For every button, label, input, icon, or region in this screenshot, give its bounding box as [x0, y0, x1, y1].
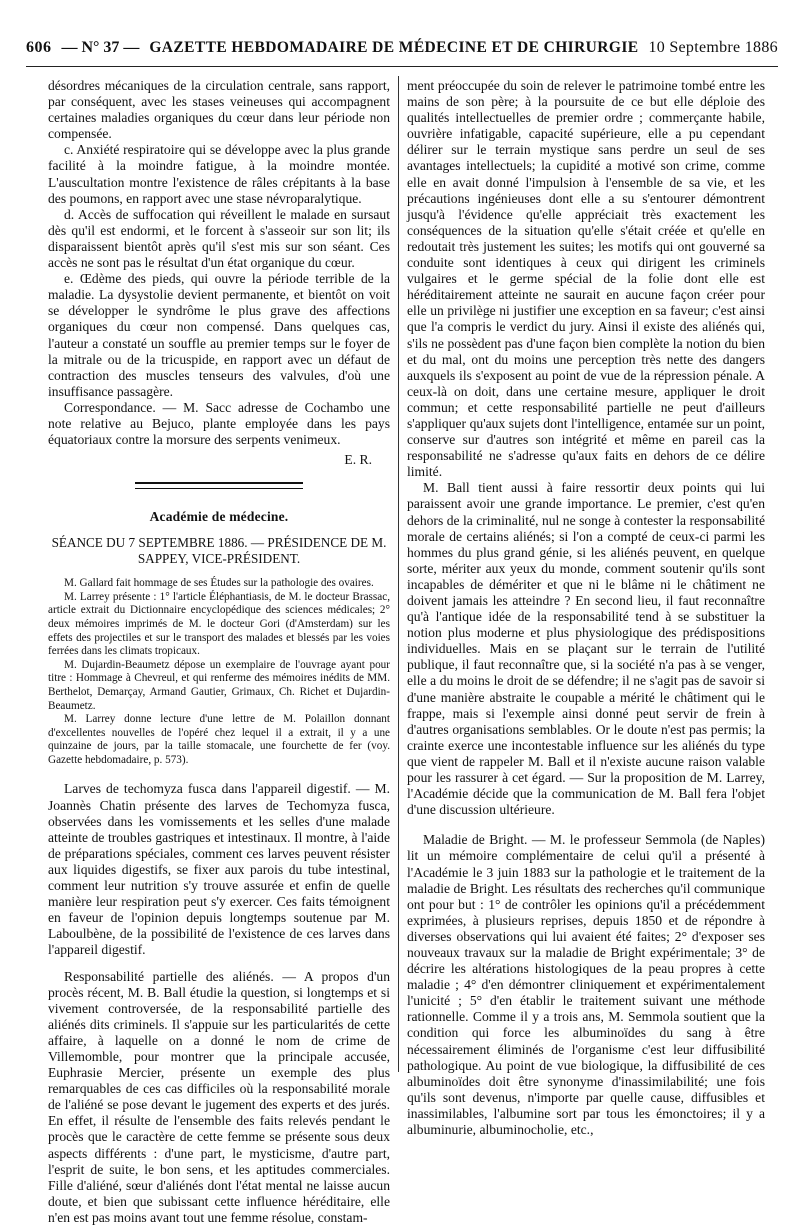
section-title: Académie de médecine.: [48, 509, 390, 525]
paragraph: M. Ball tient aussi à faire ressortir deux points qui lui paraissent avoir une grande importance. Le premier, c'est qu'en dehors de la criminalité, nul ne songe à contester la responsabilité morale de certains aliénés; si l'on a compté de ceux-ci parmi les hommes du plus grand génie, si les aliénés peuvent, en quelque sorte, mériter aux yeux du monde, comment soutenir qu'ils sont incapables de démériter et que ni le blâme ni le châtiment ne doivent jamais les atteindre ? En second lieu, il faut reconnaître qu'à l'antique idée de la responsabilité tend à se substituer la notion plus moderne et plus physiologique des prédispositions individuelles. Mais en se plaçant sur le terrain de l'utilité publique, il faut reconnaître que, si la société n'a pas à se venger, elle a du moins le droit de se défendre; il ne s'agit pas de savoir si d'une manière abstraite le coupable a mérité le châtiment qui le frappe, mais si l'exemple ainsi donné peut servir de frein à d'autres organisations semblables. Or le doute n'est pas permis; la crainte exerce une incontestable influence sur les aliénés du type que vient de rappeler M. Ball et il n'existe aucune raison valable pour les rassurer à cet égard. — Sur la proposition de M. Larrey, l'Académie décide que la communication de M. Ball fera l'objet d'une discussion ultérieure.: [407, 480, 765, 818]
responsabilite-paragraph: Responsabilité partielle des aliénés. — A propos d'un procès récent, M. B. Ball étudie la question, si longtemps et si vivement controversée, de la responsabilité partielle des aliénés dits criminels. Il s'appuie sur les particularités de cette affaire, à laquelle on a donné le nom de crime de Villemomble, pour montrer que la principale accusée, Euphrasie Mercier, présente un exemple des plus remarquables de ces cas difficiles où la responsabilité morale de l'aliéné se pose devant le jugement des experts et des jurés. En effet, il résulte de l'ensemble des faits relevés pendant le procès que le caractère de cette femme se présente sous deux aspects différents : d'une part, le mysticisme, d'autre part, l'esprit de suite, le bon sens, et les aptitudes commerciales. Fille d'aliéné, sœur d'aliénés dont l'état mental ne laisse aucun doute, et bien que subissant cette influence héréditaire, elle n'en est pas moins avant tout une femme résolue, constam-: [48, 969, 390, 1226]
issue-date: 10 Septembre 1886: [648, 39, 778, 57]
paragraph: ment préoccupée du soin de relever le patrimoine tombé entre les mains de son père; à la poursuite de ce but elle déploie des qualités intellectuelles de premier ordre ; commerçante habile, ouvrière infatigable, capacité supérieure, elle a pu cependant délirer sur le terrain mystique sans perdre un seul de ses avantages intellectuels; la cupidité a motivé son crime, comme elle en avait donné l'impulsion à l'ensemble de sa vie, et les précautions ingénieuses dont elle a su s'entourer démontrent jusqu'à l'évidence qu'elle appréciait très exactement les conséquences de la situation qu'elle s'était créée et qu'elle en redoutait très justement les suites; les motifs qui ont gouverné sa conduite sont identiques à ceux qui dirigent les criminels vulgaires et le germe spécial de la folie dont elle est héréditairement atteinte ne saurait en aucune façon créer pour elle un privilège ni justifier une exception en sa faveur; c'est ainsi que l'a compris le verdict du jury. Ainsi il existe des aliénés qui, s'ils ne possèdent pas d'une façon bien complète la notion du bien et du mal, ont du moins une perception très nette des dangers auxquels ils s'exposent au point de vue de la répression pénale. A ceux-là on doit, dans une certaine mesure, appliquer le droit commun; et cette responsabilité partielle ne peut d'ailleurs s'appliquer qu'aux sujets dont l'intelligence, entamée sur un point, conserve sur d'autres son intégrité et même en pareil cas la responsabilité ne s'adresse qu'aux faits en dehors de ce délire limité.: [407, 78, 765, 480]
correspondance-paragraph: Correspondance. — M. Sacc adresse de Cochambo une note relative au Bejuco, plante employée dans les pays équatoriaux contre la morsure des serpents venimeux.: [48, 400, 390, 448]
journal-title: GAZETTE HEBDOMADAIRE DE MÉDECINE ET DE CHIRURGIE: [149, 39, 638, 57]
small-paragraph: M. Larrey présente : 1° l'article Éléphantiasis, de M. le docteur Brassac, article extrait du Dictionnaire encyclopédique des sciences médicales; 2° deux mémoires imprimés de M. le docteur Gori (d'Amsterdam) sur les effets des projectiles et sur le transport des malades et blessés par les voies ferrées dans les climats tropicaux.: [48, 591, 390, 659]
small-paragraph: M. Gallard fait hommage de ses Études sur la pathologie des ovaires.: [48, 577, 390, 591]
right-column: [407, 78, 765, 1070]
paragraph: d. Accès de suffocation qui réveillent le malade en sursaut dès qu'il est endormi, et le forcent à s'asseoir sur son lit; ils disparaissent bientôt après qu'il s'est mis sur son séant. Ces accès ne sont pas le résultat d'un état organique du cœur.: [48, 207, 390, 271]
section-divider: [135, 482, 303, 489]
small-paragraph: M. Dujardin-Beaumetz dépose un exemplaire de l'ouvrage ayant pour titre : Hommage à Chevreul, et qui renferme des mémoires inédits de MM. Berthelot, Demarçay, Armand Gautier, Grimaux, Ch. Richet et Dujardin-Beaumetz.: [48, 659, 390, 713]
signature: E. R.: [48, 452, 372, 468]
paragraph: c. Anxiété respiratoire qui se développe avec la plus grande facilité à la moindre fatigue, à la moindre montée. L'auscultation montre l'existence de râles crépitants à la base des poumons, en rapport avec une stase névroparalytique.: [48, 142, 390, 206]
bright-paragraph: Maladie de Bright. — M. le professeur Semmola (de Naples) lit un mémoire complémentaire de celui qu'il a présenté à l'Académie le 3 juin 1883 sur la pathologie et le traitement de la maladie de Bright. Les résultats des recherches qu'il communique ont pour but : 1° de contrôler les opinions qu'il a précédemment exprimées, à plusieurs reprises, depuis 1850 et de répondre à diverses observations qui lui avaient été faites; 2° d'exposer ses nouveaux travaux sur la maladie de Bright expérimentale; 3° de décrire les altérations histologiques de la peau propres à cette maladie ; 4° d'en démontrer cliniquement et expérimentalement l'unicité ; 5° d'en établir le traitement suivant une méthode rationnelle. Comme il y a trois ans, M. Semmola soutient que la condition qui force les albuminoïdes du sang à être nécessairement éliminés de l'organisme c'est leur diffusibilité pathologique. Au point de vue biologique, la diffusibilité de ces albuminoïdes doit être synonyme d'inassimilabilité; une fois qu'ils sont devenus, n'importe par quelle cause, diffusibles et inassimilables, l'albumine sort par tous les émonctoires; il y a albuminurie, albuminocholie, etc.,: [407, 832, 765, 1138]
column-divider: [398, 76, 399, 1072]
page-header: [26, 30, 778, 67]
seance-heading: SÉANCE DU 7 SEPTEMBRE 1886. — PRÉSIDENCE DE M. SAPPEY, VICE-PRÉSIDENT.: [48, 535, 390, 567]
issue-number: — N° 37 —: [61, 39, 139, 57]
larves-paragraph: Larves de techomyza fusca dans l'appareil digestif. — M. Joannès Chatin présente des larves de Techomyza fusca, observées dans les vomissements et les selles d'une malade atteinte de troubles gastriques et intestinaux. Il montre, à l'aide de préparations spéciales, comment ces larves peuvent résister aux liquides digestifs, se fixer aux parois du tube intestinal, comment leur nutrition s'y trouve assurée et enfin de quelle manière leur respiration peut s'y exercer. Ces faits témoignent en faveur de l'opinion depuis longtemps soutenue par M. Laboulbène, de la possibilité de l'existence de ces larves dans l'appareil digestif.: [48, 781, 390, 958]
paragraph: désordres mécaniques de la circulation centrale, sans rapport, par conséquent, avec les stases veineuses qui accompagnent certaines maladies organiques du cœur dans leur période non compensée.: [48, 78, 390, 142]
page-number: 606: [26, 39, 52, 57]
paragraph: e. Œdème des pieds, qui ouvre la période terrible de la maladie. La dysystolie devient permanente, et bientôt on voit se développer le syndrôme le plus grave des affections organiques du cœur non compensé. Dans quelques cas, l'auteur a constaté un souffle au premier temps sur le foyer de la mitrale ou de la tricuspide, en rapport avec un défaut de contraction des muscles tenseurs des valvules, d'où une insuffisance passagère.: [48, 271, 390, 400]
small-paragraph: M. Larrey donne lecture d'une lettre de M. Polaillon donnant d'excellentes nouvelles de l'opéré chez lequel il a extrait, il y a une quinzaine de jours, par la taille stomacale, une fourchette de fer (voy. Gazette hebdomadaire, p. 573).: [48, 713, 390, 767]
left-column: [48, 78, 390, 1070]
